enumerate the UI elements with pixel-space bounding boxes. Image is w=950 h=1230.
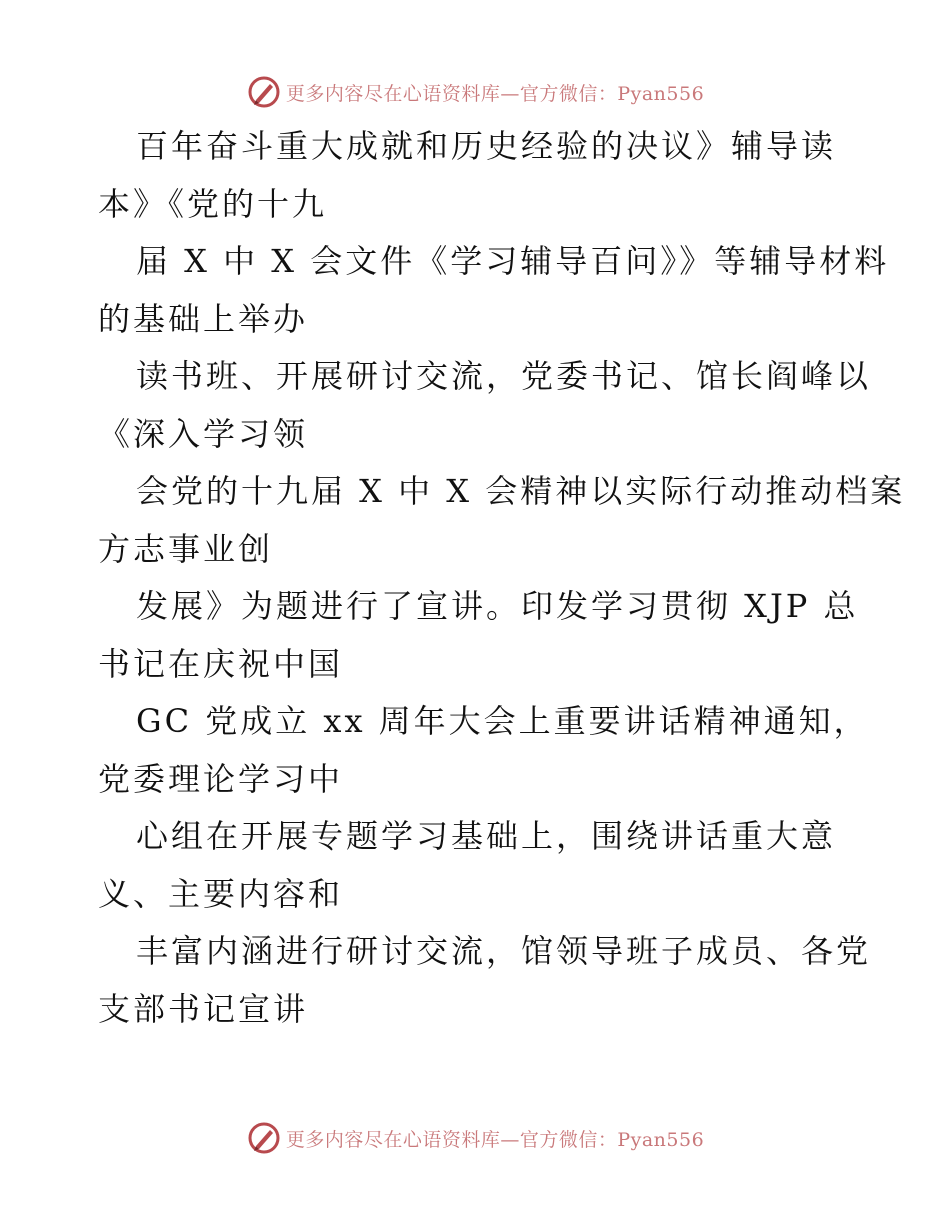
pen-circle-logo-icon (246, 74, 282, 110)
text-line: 届 X 中 X 会文件《学习辅导百问》》等辅导材料 (136, 242, 890, 280)
text-line: 百年奋斗重大成就和历史经验的决议》辅导读 (136, 127, 837, 165)
text-line: 本》《党的十九 (98, 184, 328, 223)
watermark-text: 更多内容尽在心语资料库—官方微信：Pyan556 (285, 1128, 705, 1151)
text-line: 发展》为题进行了宣讲。印发学习贯彻 XJP 总 (136, 587, 859, 625)
text-line: 心组在开展专题学习基础上，围绕讲话重大意 (136, 817, 837, 855)
text-line: 方志事业创 (98, 529, 274, 568)
text-line: 的基础上举办 (98, 299, 309, 338)
text-line: 书记在庆祝中国 (98, 644, 344, 683)
text-line: GC 党成立 xx 周年大会上重要讲话精神通知， (136, 702, 869, 740)
text-line: 支部书记宣讲 (98, 989, 309, 1028)
header-watermark (0, 72, 950, 112)
text-line: 丰富内涵进行研讨交流，馆领导班子成员、各党 (136, 932, 872, 970)
text-line: 读书班、开展研讨交流，党委书记、馆长阎峰以 (136, 357, 872, 395)
document-body (98, 118, 906, 1038)
pen-circle-logo-icon (246, 1120, 282, 1156)
text-line: 义、主要内容和 (98, 874, 344, 913)
text-line: 党委理论学习中 (98, 759, 344, 798)
watermark-text: 更多内容尽在心语资料库—官方微信：Pyan556 (285, 82, 705, 105)
text-line: 会党的十九届 X 中 X 会精神以实际行动推动档案 (136, 472, 906, 510)
text-line: 《深入学习领 (98, 414, 309, 453)
footer-watermark (0, 1118, 950, 1158)
